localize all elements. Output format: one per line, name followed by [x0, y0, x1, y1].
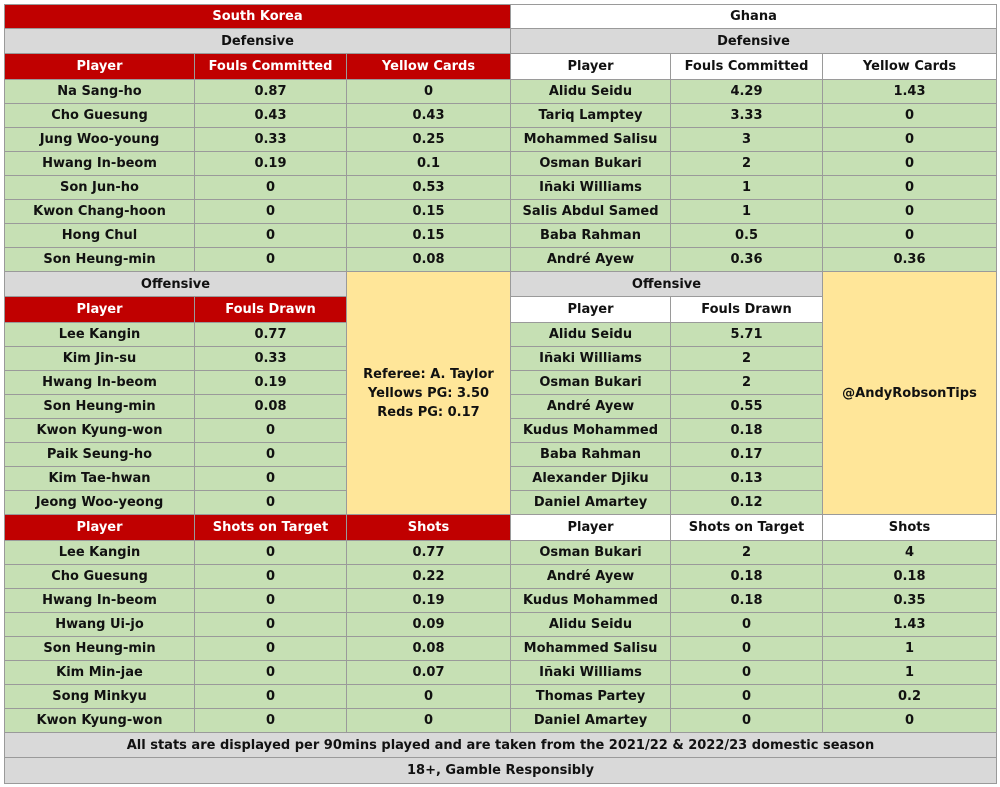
- player-name: Son Jun-ho: [4, 175, 195, 200]
- stat-value: 3: [670, 127, 823, 152]
- player-name: Thomas Partey: [510, 684, 671, 709]
- team-title-south-korea: South Korea: [4, 4, 511, 29]
- stat-value: 0: [822, 103, 997, 128]
- player-name: Kudus Mohammed: [510, 418, 671, 443]
- footer-disclaimer: 18+, Gamble Responsibly: [4, 757, 997, 784]
- player-name: Kim Min-jae: [4, 660, 195, 685]
- stat-value: 0: [670, 684, 823, 709]
- player-name: Iñaki Williams: [510, 175, 671, 200]
- stat-value: 0.55: [670, 394, 823, 419]
- stat-value: 0: [194, 466, 347, 491]
- player-name: Salis Abdul Samed: [510, 199, 671, 224]
- header-shots: Shots: [822, 514, 997, 541]
- player-name: André Ayew: [510, 247, 671, 272]
- stat-value: 0.09: [346, 612, 511, 637]
- stat-value: 0: [194, 636, 347, 661]
- stat-value: 0: [194, 684, 347, 709]
- player-name: André Ayew: [510, 564, 671, 589]
- stat-value: 0.18: [670, 418, 823, 443]
- stat-value: 0: [346, 708, 511, 733]
- stat-value: 1: [670, 175, 823, 200]
- stat-value: 0: [822, 199, 997, 224]
- stat-value: 0.18: [670, 588, 823, 613]
- player-name: Hong Chul: [4, 223, 195, 248]
- player-name: André Ayew: [510, 394, 671, 419]
- player-name: Paik Seung-ho: [4, 442, 195, 467]
- stat-value: 0.43: [194, 103, 347, 128]
- header-player: Player: [510, 514, 671, 541]
- header-player: Player: [510, 296, 671, 323]
- stat-value: 1: [822, 660, 997, 685]
- player-name: Jeong Woo-yeong: [4, 490, 195, 515]
- stat-value: 0.15: [346, 223, 511, 248]
- stat-value: 0: [194, 540, 347, 565]
- stat-value: 0.17: [670, 442, 823, 467]
- stat-value: 0: [194, 708, 347, 733]
- stat-value: 0.07: [346, 660, 511, 685]
- stat-value: 1: [670, 199, 823, 224]
- stat-value: 0.12: [670, 490, 823, 515]
- stat-value: 0.2: [822, 684, 997, 709]
- stat-value: 0: [670, 612, 823, 637]
- stat-value: 0.19: [346, 588, 511, 613]
- player-name: Kwon Kyung-won: [4, 418, 195, 443]
- player-name: Alexander Djiku: [510, 466, 671, 491]
- player-name: Hwang Ui-jo: [4, 612, 195, 637]
- stat-value: 0: [194, 588, 347, 613]
- stat-value: 4.29: [670, 79, 823, 104]
- stat-value: 1.43: [822, 612, 997, 637]
- player-name: Hwang In-beom: [4, 588, 195, 613]
- player-name: Hwang In-beom: [4, 151, 195, 176]
- header-fouls-drawn: Fouls Drawn: [670, 296, 823, 323]
- stat-value: 5.71: [670, 322, 823, 347]
- header-yellow-cards: Yellow Cards: [346, 53, 511, 80]
- stat-value: 0.43: [346, 103, 511, 128]
- stat-value: 0.33: [194, 127, 347, 152]
- section-defensive-south-korea: Defensive: [4, 28, 511, 54]
- stat-value: 0.19: [194, 151, 347, 176]
- player-name: Hwang In-beom: [4, 370, 195, 395]
- stat-value: 0: [670, 636, 823, 661]
- player-name: Tariq Lamptey: [510, 103, 671, 128]
- player-name: Son Heung-min: [4, 636, 195, 661]
- team-title-ghana: Ghana: [510, 4, 997, 29]
- referee-box: [346, 271, 511, 515]
- stat-value: 0.1: [346, 151, 511, 176]
- player-name: Daniel Amartey: [510, 708, 671, 733]
- stat-value: 0: [194, 247, 347, 272]
- player-name: Cho Guesung: [4, 103, 195, 128]
- stat-value: 0.22: [346, 564, 511, 589]
- player-name: Mohammed Salisu: [510, 636, 671, 661]
- stat-value: 0: [194, 418, 347, 443]
- stat-value: 0: [194, 442, 347, 467]
- stat-value: 0.5: [670, 223, 823, 248]
- player-name: Son Heung-min: [4, 247, 195, 272]
- referee-line: Reds PG: 0.17: [377, 404, 480, 420]
- player-name: Osman Bukari: [510, 151, 671, 176]
- player-name: Iñaki Williams: [510, 346, 671, 371]
- player-name: Mohammed Salisu: [510, 127, 671, 152]
- stat-value: 2: [670, 151, 823, 176]
- header-player: Player: [4, 296, 195, 323]
- player-name: Osman Bukari: [510, 370, 671, 395]
- stat-value: 0: [822, 127, 997, 152]
- header-fouls-drawn: Fouls Drawn: [194, 296, 347, 323]
- player-name: Lee Kangin: [4, 322, 195, 347]
- stat-value: 0: [670, 660, 823, 685]
- stat-value: 2: [670, 370, 823, 395]
- player-name: Kim Jin-su: [4, 346, 195, 371]
- player-name: Na Sang-ho: [4, 79, 195, 104]
- stat-value: 0: [194, 199, 347, 224]
- stat-value: 2: [670, 346, 823, 371]
- header-player: Player: [510, 53, 671, 80]
- social-handle: @AndyRobsonTips: [822, 271, 997, 515]
- stat-value: 0: [822, 708, 997, 733]
- player-name: Lee Kangin: [4, 540, 195, 565]
- section-offensive-south-korea: Offensive: [4, 271, 347, 297]
- stat-value: 0: [822, 151, 997, 176]
- player-name: Baba Rahman: [510, 223, 671, 248]
- stat-value: 1.43: [822, 79, 997, 104]
- header-yellow-cards: Yellow Cards: [822, 53, 997, 80]
- header-shots-on-target: Shots on Target: [194, 514, 347, 541]
- player-name: Jung Woo-young: [4, 127, 195, 152]
- header-shots: Shots: [346, 514, 511, 541]
- player-name: Song Minkyu: [4, 684, 195, 709]
- stat-value: 0.15: [346, 199, 511, 224]
- player-name: Cho Guesung: [4, 564, 195, 589]
- stat-value: 0.25: [346, 127, 511, 152]
- player-name: Kudus Mohammed: [510, 588, 671, 613]
- footer-note: All stats are displayed per 90mins played and are taken from the 2021/22 & 2022/23 domestic season: [4, 732, 997, 758]
- section-offensive-ghana: Offensive: [510, 271, 823, 297]
- header-shots-on-target: Shots on Target: [670, 514, 823, 541]
- stat-value: 0.08: [346, 636, 511, 661]
- player-name: Daniel Amartey: [510, 490, 671, 515]
- header-fouls-committed: Fouls Committed: [194, 53, 347, 80]
- stat-value: 0.08: [346, 247, 511, 272]
- stat-value: 0.13: [670, 466, 823, 491]
- stat-value: 0: [194, 490, 347, 515]
- stat-value: 0.18: [822, 564, 997, 589]
- player-name: Iñaki Williams: [510, 660, 671, 685]
- stat-value: 0.08: [194, 394, 347, 419]
- stat-value: 0.19: [194, 370, 347, 395]
- player-name: Kwon Chang-hoon: [4, 199, 195, 224]
- stat-value: 4: [822, 540, 997, 565]
- stat-value: 0.87: [194, 79, 347, 104]
- section-defensive-ghana: Defensive: [510, 28, 997, 54]
- header-player: Player: [4, 514, 195, 541]
- stat-value: 2: [670, 540, 823, 565]
- player-name: Alidu Seidu: [510, 322, 671, 347]
- player-name: Osman Bukari: [510, 540, 671, 565]
- stat-value: 0.77: [346, 540, 511, 565]
- stat-value: 0: [194, 564, 347, 589]
- stat-value: 0: [194, 223, 347, 248]
- player-name: Alidu Seidu: [510, 612, 671, 637]
- header-player: Player: [4, 53, 195, 80]
- stat-value: 0: [194, 612, 347, 637]
- stat-value: 0.36: [822, 247, 997, 272]
- player-name: Kim Tae-hwan: [4, 466, 195, 491]
- stat-value: 0: [670, 708, 823, 733]
- stat-value: 0.77: [194, 322, 347, 347]
- stat-value: 0: [822, 223, 997, 248]
- player-name: Baba Rahman: [510, 442, 671, 467]
- stat-value: 1: [822, 636, 997, 661]
- player-name: Son Heung-min: [4, 394, 195, 419]
- referee-line: Referee: A. Taylor: [363, 366, 494, 382]
- stat-value: 3.33: [670, 103, 823, 128]
- stat-value: 0: [346, 79, 511, 104]
- stat-value: 0: [194, 660, 347, 685]
- stat-value: 0.18: [670, 564, 823, 589]
- stat-value: 0.36: [670, 247, 823, 272]
- stat-value: 0: [822, 175, 997, 200]
- stat-value: 0: [346, 684, 511, 709]
- player-name: Kwon Kyung-won: [4, 708, 195, 733]
- header-fouls-committed: Fouls Committed: [670, 53, 823, 80]
- stat-value: 0.33: [194, 346, 347, 371]
- player-name: Alidu Seidu: [510, 79, 671, 104]
- referee-line: Yellows PG: 3.50: [367, 385, 490, 401]
- stat-value: 0.35: [822, 588, 997, 613]
- stat-value: 0.53: [346, 175, 511, 200]
- stat-value: 0: [194, 175, 347, 200]
